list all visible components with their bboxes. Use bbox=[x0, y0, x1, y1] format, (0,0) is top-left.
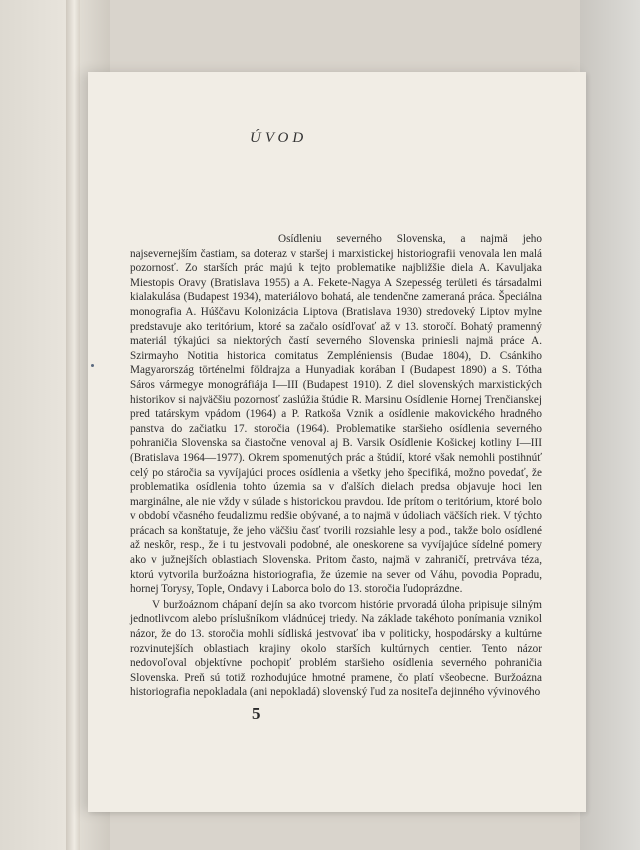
paragraph-2: V buržoáznom chápaní dejín sa ako tvorcom histórie prvoradá úloha pripisuje silným jednotlivcom alebo príslušníkom vládnúcej triedy. Na základe takéhoto ponímania vznikol názor, že do 13. storočia mohli sídliská jestvovať iba v politicky, hospodársky a kultúrne rozvinutejších oblastiach krajiny okolo starších kultúrnych centier. Tento názor nedovoľoval objektívne pochopiť problém staršieho osídlenia severného pohraničia Slovenska. Preň sú totiž rozhodujúce hmotné pramene, čo platí všeobecne. Buržoázna historiografia nepokladala (ani nepokladá) slovenský ľud za nositeľa dejinného vývinového bbox=[130, 598, 542, 699]
page-number: 5 bbox=[252, 704, 261, 723]
page-content bbox=[88, 72, 586, 812]
ink-speck bbox=[91, 364, 94, 367]
book-edge bbox=[66, 0, 80, 850]
body-text bbox=[130, 232, 542, 700]
book-page bbox=[88, 72, 586, 812]
paragraph-1: Osídleniu severného Slovenska, a najmä jeho najsevernejším častiam, sa doteraz v staršej i marxistickej historiografii venovala len malá pozornosť. Zo starších prác majú k tejto problematike najbližšie diela A. Kavuljaka Miestopis Oravy (Bratislava 1955) a A. Fekete-Nagya A Szepesség területi és társadalmi kialakulása (Budapest 1934), materiálovo bohatá, ale tendenčne zameraná práca. Špeciálna monografia A. Húščavu Kolonizácia Liptova (Bratislava 1930) stredoveký Liptov mylne predstavuje ako teritórium, ktoré sa začalo osídľovať až v 13. storočí. Bohatý pramenný materiál týkajúci sa niektorých častí severného Slovenska priniesli najmä práce A. Szirmayho Notitia historica comitatus Zempléniensis (Budae 1804), D. Csánkiho Magyarország történelmi földrajza a Hunyadiak korában I (Budapest 1890) a S. Tótha Sáros vármegye monográfiája I—III (Budapest 1910). Z diel slovenských marxistických historikov si najväčšiu pozornosť zaslúžia štúdie R. Marsinu Osídlenie Hornej Trenčianskej pred tatárskym vpádom (1964) a P. Ratkoša Vznik a osídlenie makovického hradného panstva do začiatku 17. storočia (1964). Problematike staršieho osídlenia severného pohraničia Slovenska sa čiastočne venoval aj B. Varsik Osídlenie Košickej kotliny I—III (Bratislava 1964—1977). Okrem spomenutých prác a štúdií, ktoré však nemohli postihnúť celý po stáročia sa vyvíjajúci proces osídlenia a všetky jeho špecifiká, možno povedať, že problematika osídlenia tohto územia sa v ďalších dielach predsa objavuje hoci len marginálne, ale nie vždy v súlade s historickou pravdou. Ide prítom o teritórium, ktoré bolo v období včasného feudalizmu redšie obývané, a to najmä v údoliach väčších riek. V týchto prácach sa konštatuje, že jeho väčšiu časť tvorili rozsiahle lesy a pod., takže bolo osídlené až neskôr, resp., že i tu jestvovali podobné, ale oneskorene sa vyvíjajúce sídelné pomery ako v južnejších oblastiach Slovenska. Pritom často, najmä v zahraničí, pretrváva téza, ktorú vytvorila buržoázna historiografia, že územie na sever od Váhu, povodia Popradu, hornej Torysy, Tople, Ondavy i Laborca bolo do 13. storočia ľudoprázdne. bbox=[130, 233, 542, 596]
background-surface bbox=[580, 0, 640, 850]
page-title: ÚVOD bbox=[250, 130, 308, 146]
